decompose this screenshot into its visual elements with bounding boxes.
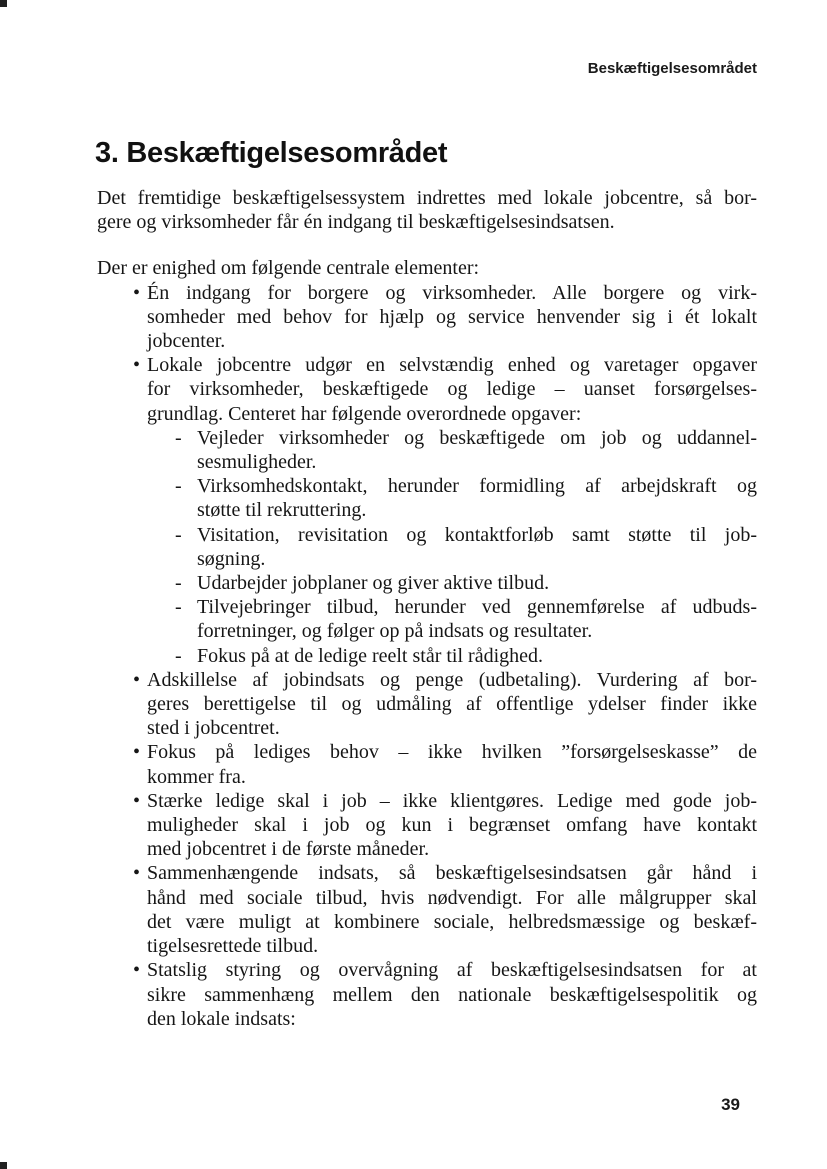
text-line: forretninger, og følger op på indsats og resultater. — [197, 620, 593, 643]
text-line: Udarbejder jobplaner og giver aktive tilbud. — [197, 572, 550, 595]
bullet-icon: • — [133, 354, 141, 377]
bullet-icon: • — [133, 862, 141, 885]
text-line: med jobcentret i de første måneder. — [147, 838, 430, 861]
dash-item — [97, 644, 757, 668]
text-line: Tilvejebringer tilbud, herunder ved gennemførelse af udbuds- — [197, 596, 757, 619]
text-lines — [97, 644, 757, 668]
text-line: gere og virksomheder får én indgang til beskæftigelsesindsatsen. — [97, 211, 615, 234]
text-line: Adskillelse af jobindsats og penge (udbetaling). Vurdering af bor- — [147, 668, 757, 691]
text-line: den lokale indsats: — [147, 1007, 296, 1030]
dash-icon: - — [175, 644, 182, 667]
text-lines — [97, 281, 757, 354]
dash-item — [97, 426, 757, 474]
scan-corner-mark — [0, 0, 7, 7]
text-lines — [97, 186, 757, 234]
text-line: jobcenter. — [147, 330, 226, 353]
text-line: kommer fra. — [147, 765, 246, 788]
dash-icon: - — [175, 426, 182, 449]
text-line: grundlag. Centeret har følgende overordnede opgaver: — [147, 402, 582, 425]
text-lines — [97, 353, 757, 426]
text-line: sesmuligheder. — [197, 451, 317, 474]
text-lines — [97, 571, 757, 595]
text-line: somheder med behov for hjælp og service henvender sig i ét lokalt — [147, 305, 757, 328]
bullet-item — [97, 958, 757, 1031]
dash-icon: - — [175, 596, 182, 619]
text-line: Sammenhængende indsats, så beskæftigelsesindsatsen går hånd i — [147, 862, 757, 885]
text-lines — [97, 595, 757, 643]
text-line: Der er enighed om følgende centrale elementer: — [97, 257, 480, 280]
bullet-icon: • — [133, 789, 141, 812]
dash-item — [97, 571, 757, 595]
text-lines — [97, 523, 757, 571]
bullet-item — [97, 281, 757, 354]
dash-item — [97, 523, 757, 571]
text-lines — [97, 668, 757, 741]
text-line: Statslig styring og overvågning af beskæftigelsesindsatsen for at — [147, 959, 757, 982]
bullet-icon: • — [133, 959, 141, 982]
text-lines — [97, 861, 757, 958]
text-line: Stærke ledige skal i job – ikke klientgøres. Ledige med gode job- — [147, 789, 757, 812]
text-line: tigelsesrettede tilbud. — [147, 935, 319, 958]
text-line: støtte til rekruttering. — [197, 499, 367, 522]
paragraph — [97, 186, 757, 234]
bullet-icon: • — [133, 281, 141, 304]
text-line: Det fremtidige beskæftigelsessystem indrettes med lokale jobcentre, så bor- — [97, 187, 757, 209]
text-line: Virksomhedskontakt, herunder formidling af arbejdskraft og — [197, 475, 757, 498]
text-line: hånd med sociale tilbud, hvis nødvendigt. For alle målgrupper skal — [147, 886, 757, 909]
running-header: Beskæftigelsesområdet — [587, 60, 757, 77]
dash-icon: - — [175, 572, 182, 595]
bullet-item — [97, 353, 757, 426]
text-line: søgning. — [197, 547, 266, 570]
text-line: sikre sammenhæng mellem den nationale beskæftigelsespolitik og — [147, 983, 757, 1006]
dash-item — [97, 595, 757, 643]
text-lines — [97, 789, 757, 862]
text-line: Visitation, revisitation og kontaktforløb samt støtte til job- — [197, 523, 757, 546]
text-line: Vejleder virksomheder og beskæftigede om job og uddannel- — [197, 426, 757, 449]
text-line: Én indgang for borgere og virksomheder. Alle borgere og virk- — [147, 281, 757, 304]
page-title: 3. Beskæftigelsesområdet — [95, 137, 448, 170]
body-text-column — [97, 186, 757, 1031]
bullet-item — [97, 668, 757, 741]
text-lines — [97, 474, 757, 522]
bullet-item — [97, 789, 757, 862]
text-line: Fokus på at de ledige reelt står til rådighed. — [197, 644, 544, 667]
dash-icon: - — [175, 523, 182, 546]
bullet-icon: • — [133, 668, 141, 691]
text-line: muligheder skal i job og kun i begrænset omfang have kontakt — [147, 814, 757, 837]
text-lines — [97, 958, 757, 1031]
text-line: Fokus på lediges behov – ikke hvilken ”forsørgelseskasse” de — [147, 741, 757, 764]
text-lines — [97, 740, 757, 788]
bullet-item — [97, 861, 757, 958]
bullet-item — [97, 740, 757, 788]
dash-item — [97, 474, 757, 522]
text-line: Lokale jobcentre udgør en selvstændig enhed og varetager opgaver — [147, 354, 757, 377]
bullet-icon: • — [133, 741, 141, 764]
text-line: sted i jobcentret. — [147, 717, 280, 740]
text-line: geres berettigelse til og udmåling af offentlige ydelser finder ikke — [147, 693, 757, 716]
dash-icon: - — [175, 475, 182, 498]
text-line: det være muligt at kombinere sociale, helbredsmæssige og beskæf- — [147, 910, 757, 933]
text-lines — [97, 256, 757, 280]
scan-corner-mark — [0, 1162, 7, 1169]
text-lines — [97, 426, 757, 474]
page-number: 39 — [721, 1095, 740, 1114]
paragraph — [97, 256, 757, 280]
text-line: for virksomheder, beskæftigede og ledige – uanset forsørgelses- — [147, 378, 757, 401]
